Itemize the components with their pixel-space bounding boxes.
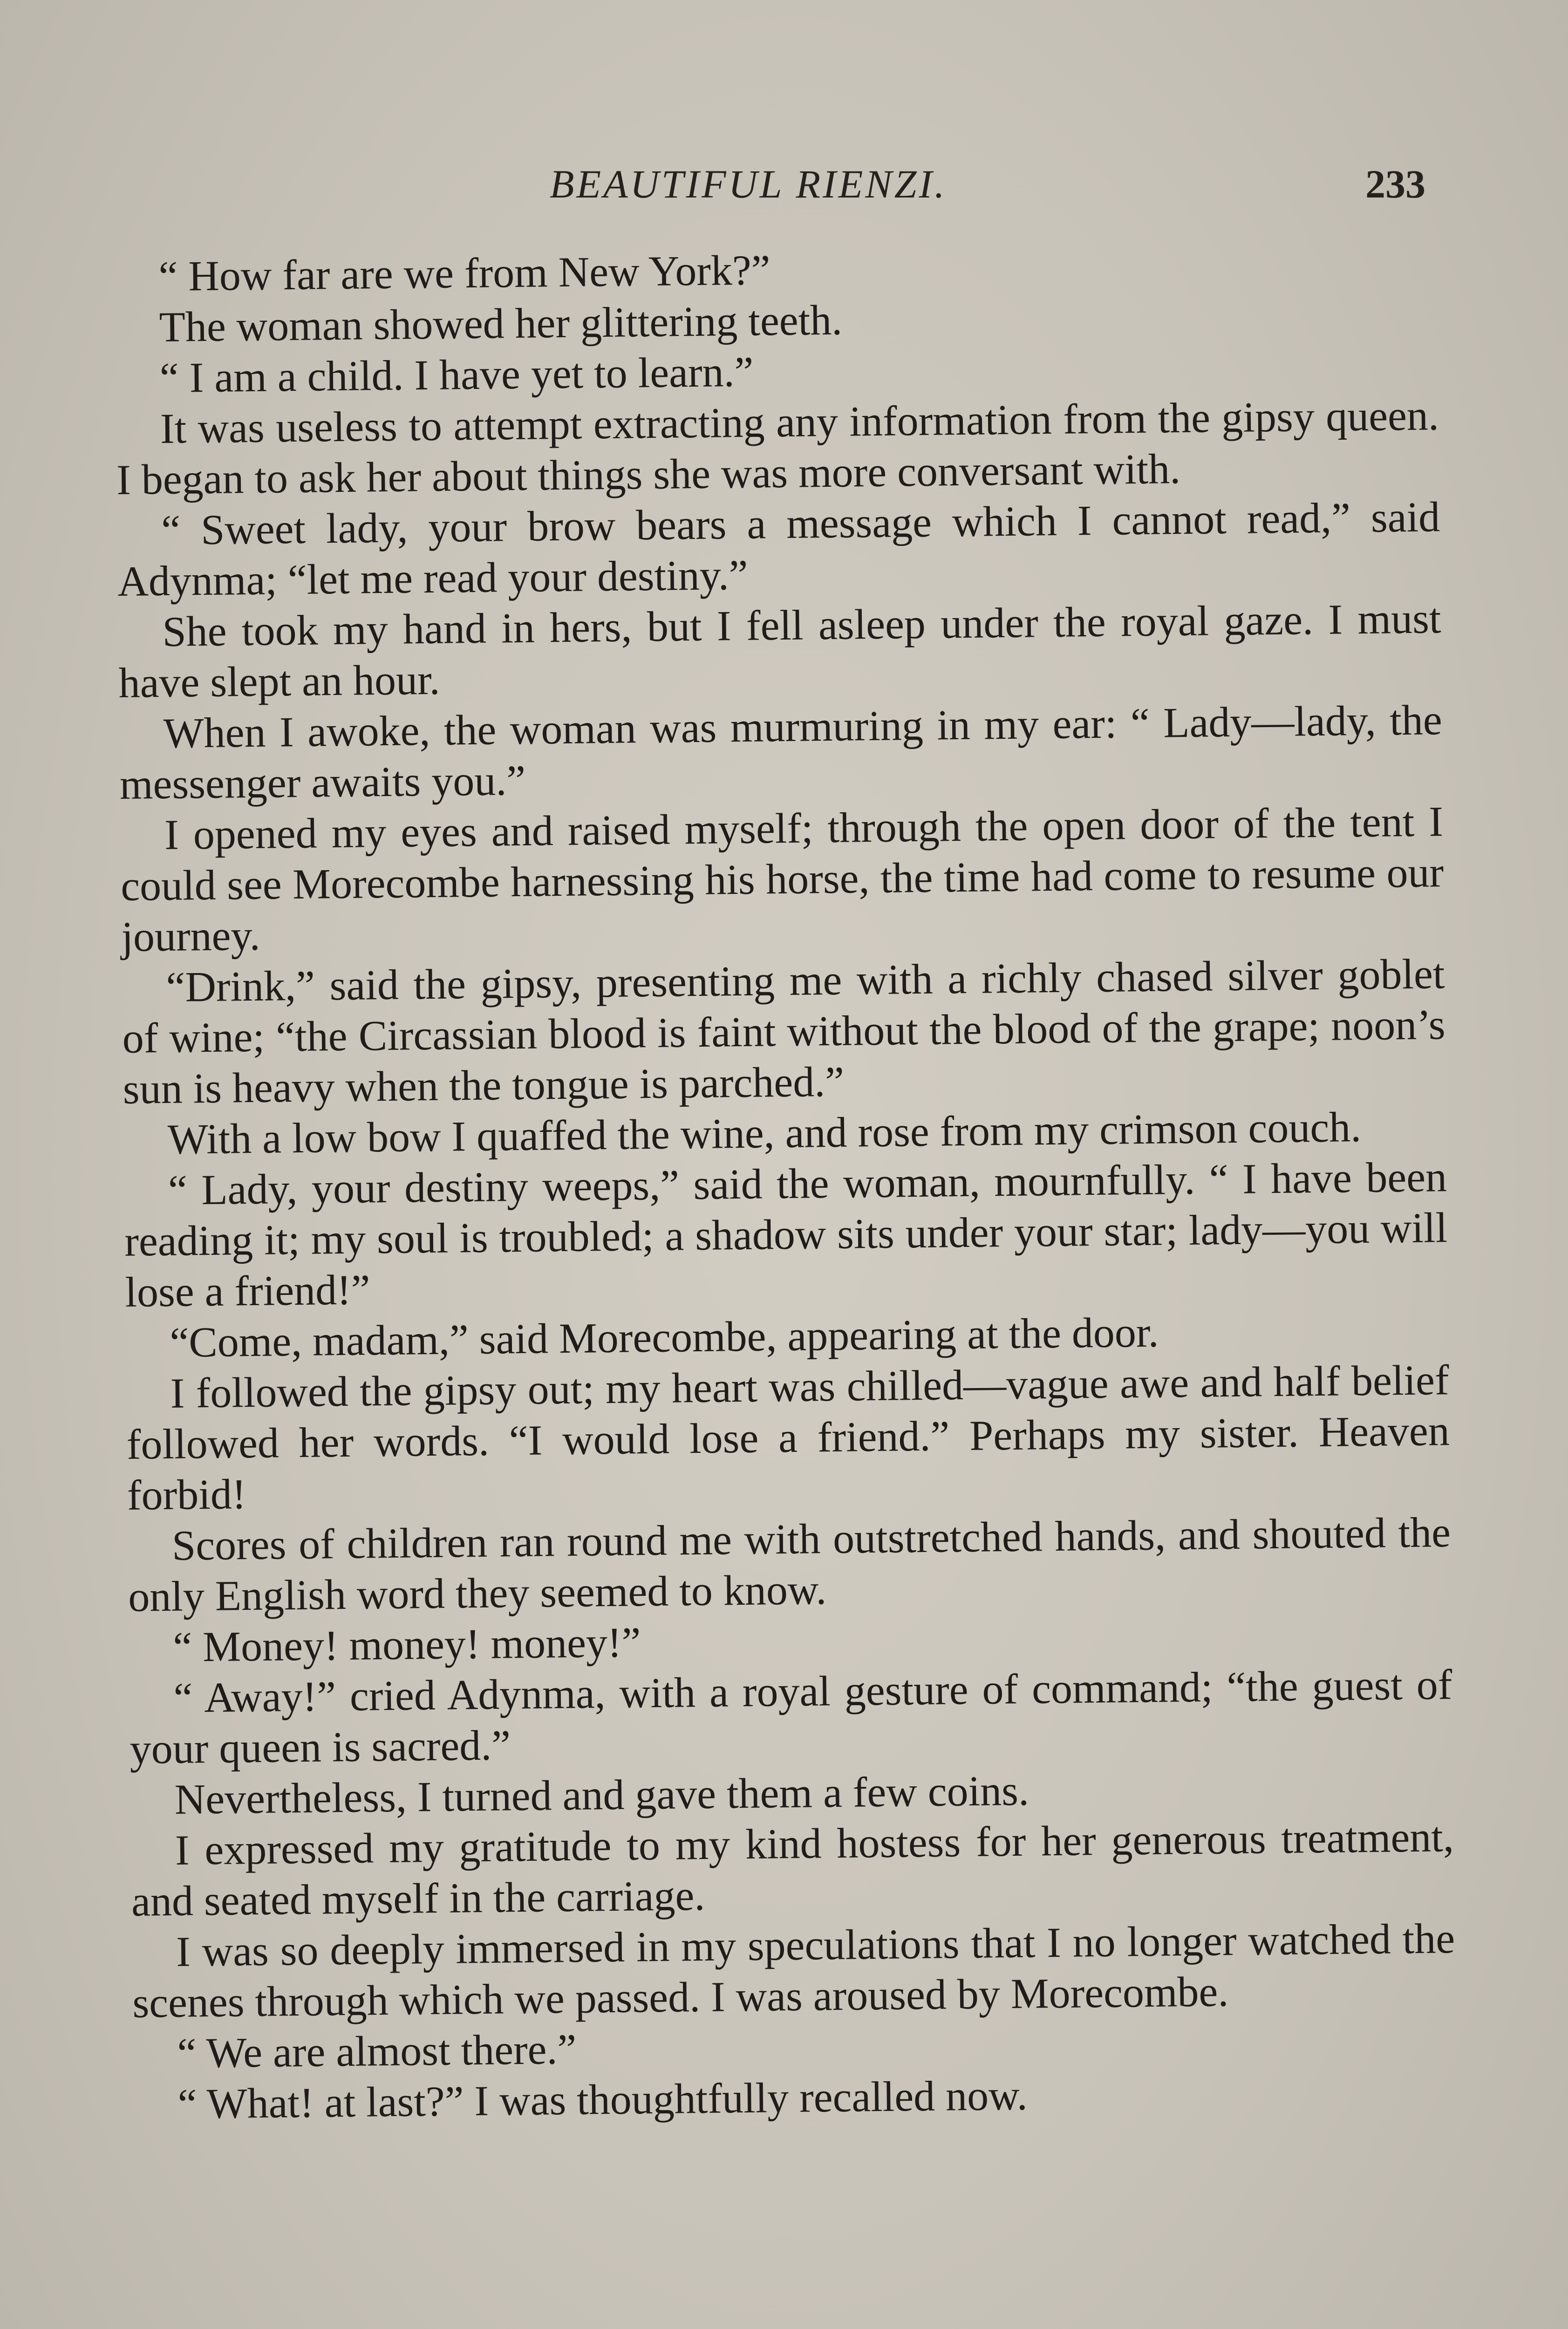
paragraph: I followed the gipsy out; my heart was chilled—vague awe and half belief followed her words. “I would lose a friend.” Perhaps my sister. Heaven forbid!	[126, 1356, 1450, 1519]
paragraph: “ We are almost there.”	[177, 2025, 577, 2077]
paragraph: “Come, madam,” said Morecombe, appearing at the door.	[169, 1308, 1159, 1366]
paragraph: “Drink,” said the gipsy, presenting me with a richly chased silver goblet of wine; “the Circassian blood is faint without the blood of the grape; noon’s sun is heavy when the tongue is parched.”	[122, 950, 1446, 1113]
paragraph: “ Lady, your destiny weeps,” said the woman, mournfully. “ I have been reading it; my soul is troubled; a shadow sits under your star; lady—you will lose a friend!”	[124, 1153, 1448, 1316]
paragraph: “ How far are we from New York?”	[158, 246, 771, 300]
paragraph: “ What! at last?” I was thoughtfully recalled now.	[177, 2071, 1028, 2128]
running-head-title: BEAUTIFUL RIENZI.	[550, 162, 947, 206]
paragraph: I expressed my gratitude to my kind hostess for her generous treatment, and seated myself in the carriage.	[131, 1813, 1454, 1925]
paragraph: I opened my eyes and raised myself; through the open door of the tent I could see Morecombe harnessing his horse, the time had come to resume our journey.	[120, 797, 1444, 960]
paragraph: It was useless to attempt extracting any information from the gipsy queen. I began to ask her about things she was more conversant with.	[116, 391, 1439, 504]
paragraph: “ Money! money! money!”	[172, 1618, 641, 1671]
paragraph: When I awoke, the woman was murmuring in my ear: “ Lady—lady, the messenger awaits you.”	[119, 696, 1443, 808]
paragraph: I was so deeply immersed in my speculations that I no longer watched the scenes through which we passed. I was aroused by Morecombe.	[132, 1914, 1455, 2027]
paragraph: Nevertheless, I turned and gave them a few coins.	[174, 1766, 1029, 1823]
paragraph: She took my hand in hers, but I fell asleep under the royal gaze. I must have slept an hour.	[118, 594, 1441, 707]
paragraph: “ Sweet lady, your brow bears a message which I cannot read,” said Adynma; “let me read your destiny.”	[117, 493, 1440, 605]
paragraph: “ Away!” cried Adynma, with a royal gesture of command; “the guest of your queen is sacred.”	[130, 1661, 1452, 1773]
paragraph: The woman showed her glittering teeth.	[159, 296, 843, 351]
page-number: 233	[1365, 162, 1425, 206]
paragraph: Scores of children ran round me with outstretched hands, and shouted the only English word they seemed to know.	[128, 1508, 1451, 1621]
paragraph: With a low bow I quaffed the wine, and rose from my crimson couch.	[167, 1103, 1362, 1163]
running-head	[112, 161, 1425, 212]
body-text	[114, 238, 1457, 2130]
paragraph: “ I am a child. I have yet to learn.”	[159, 347, 754, 402]
